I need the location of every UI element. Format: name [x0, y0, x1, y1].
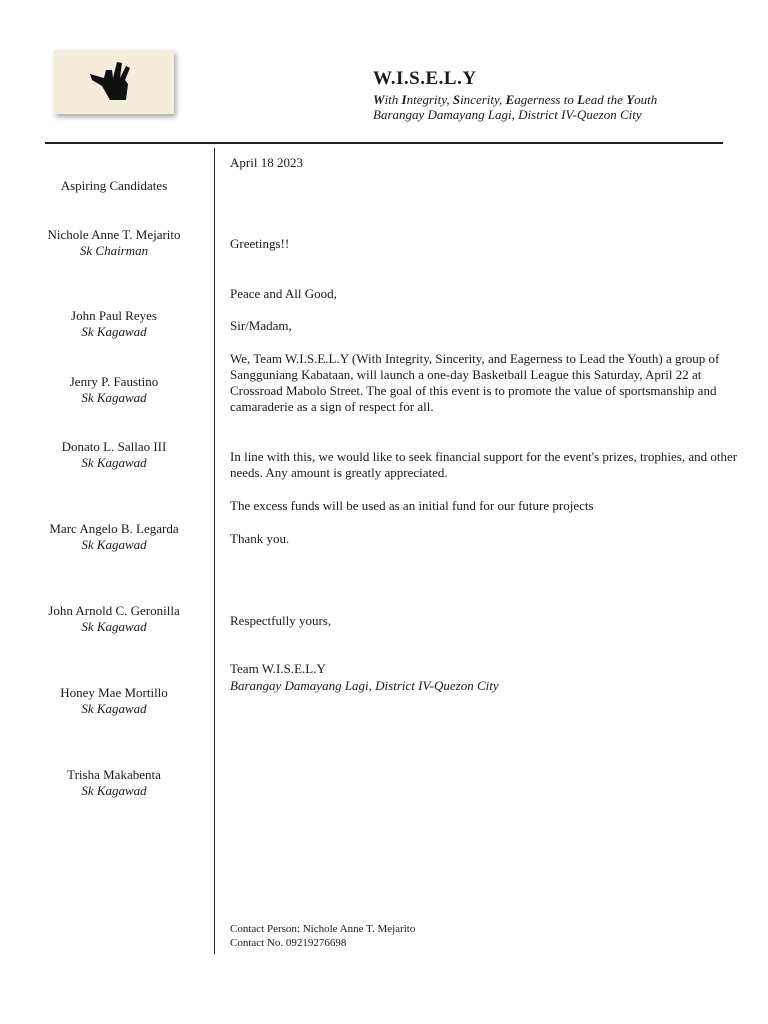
letter-paragraph: In line with this, we would like to seek financial support for the event's prizes, trophies, and other needs. Any amount is greatly appreciated. — [230, 449, 738, 480]
motto-initial: L — [577, 92, 586, 107]
candidate-name: Jenry P. Faustino — [69, 374, 159, 389]
motto-initial: I — [401, 92, 407, 107]
candidate-item — [0, 521, 228, 553]
motto-initial: W — [373, 92, 385, 107]
logo — [54, 50, 174, 114]
letter-closing: Respectfully yours, — [230, 613, 332, 628]
motto-word: agerness to — [514, 92, 578, 107]
letter-paragraph: The excess funds will be used as an initial fund for our future projects — [230, 498, 594, 513]
candidate-role: Sk Kagawad — [81, 701, 147, 716]
candidate-role: Sk Kagawad — [81, 537, 147, 552]
candidate-name: John Paul Reyes — [71, 308, 157, 323]
candidate-name: John Arnold C. Geronilla — [48, 603, 180, 618]
letter-thanks: Thank you. — [230, 531, 290, 546]
motto-initial: S — [452, 92, 461, 107]
motto-word: outh — [634, 92, 658, 107]
motto-word: ith — [384, 92, 402, 107]
candidate-name: Trisha Makabenta — [67, 767, 161, 782]
candidate-role: Sk Kagawad — [81, 783, 147, 798]
organization-title: W.I.S.E.L.Y — [373, 68, 477, 89]
candidate-item — [0, 374, 228, 406]
motto-word: incerity, — [460, 92, 506, 107]
letter-greeting: Greetings!! — [230, 236, 290, 251]
candidate-item — [0, 439, 228, 471]
hand-gesture-icon — [84, 56, 146, 106]
candidate-role: Sk Chairman — [79, 243, 149, 258]
candidate-name: Marc Angelo B. Legarda — [49, 521, 179, 536]
candidate-name: Nichole Anne T. Mejarito — [47, 227, 181, 242]
letter-date: April 18 2023 — [230, 155, 303, 170]
candidate-item — [0, 603, 228, 635]
candidate-role: Sk Kagawad — [81, 619, 147, 634]
candidate-name: Honey Mae Mortillo — [60, 685, 168, 700]
header-divider — [45, 142, 723, 144]
candidate-item — [0, 308, 228, 340]
motto-initial: Y — [626, 92, 635, 107]
candidate-item — [0, 227, 228, 259]
candidate-role: Sk Kagawad — [81, 390, 147, 405]
candidate-role: Sk Kagawad — [81, 324, 147, 339]
motto-initial: E — [505, 92, 515, 107]
contact-number: Contact No. 09219276698 — [230, 937, 347, 949]
candidate-name: Donato L. Sallao III — [61, 439, 167, 454]
letter-paragraph: We, Team W.I.S.E.L.Y (With Integrity, Sincerity, and Eagerness to Lead the Youth) a group of Sangguniang Kabataan, will launch a one-day Basketball League this Saturday, April 22 at Crossroad Mabolo Street. The goal of this event is to promote the value of sportsmanship and camaraderie as a sign of respect for all. — [230, 351, 720, 414]
motto-word: ntegrity, — [406, 92, 453, 107]
organization-address: Barangay Damayang Lagi, District IV-Quezon City — [373, 107, 642, 122]
sidebar-heading: Aspiring Candidates — [60, 178, 168, 193]
letter-salutation: Sir/Madam, — [230, 318, 292, 333]
candidate-item — [0, 767, 228, 799]
candidate-role: Sk Kagawad — [81, 455, 147, 470]
contact-person: Contact Person: Nichole Anne T. Mejarito — [230, 923, 416, 935]
letter-signature-address: Barangay Damayang Lagi, District IV-Quezon City — [230, 678, 499, 693]
letter-peace: Peace and All Good, — [230, 286, 337, 301]
motto-word: ead the — [585, 92, 627, 107]
organization-motto — [373, 92, 657, 108]
letter-signature: Team W.I.S.E.L.Y — [230, 661, 326, 676]
candidate-item — [0, 685, 228, 717]
